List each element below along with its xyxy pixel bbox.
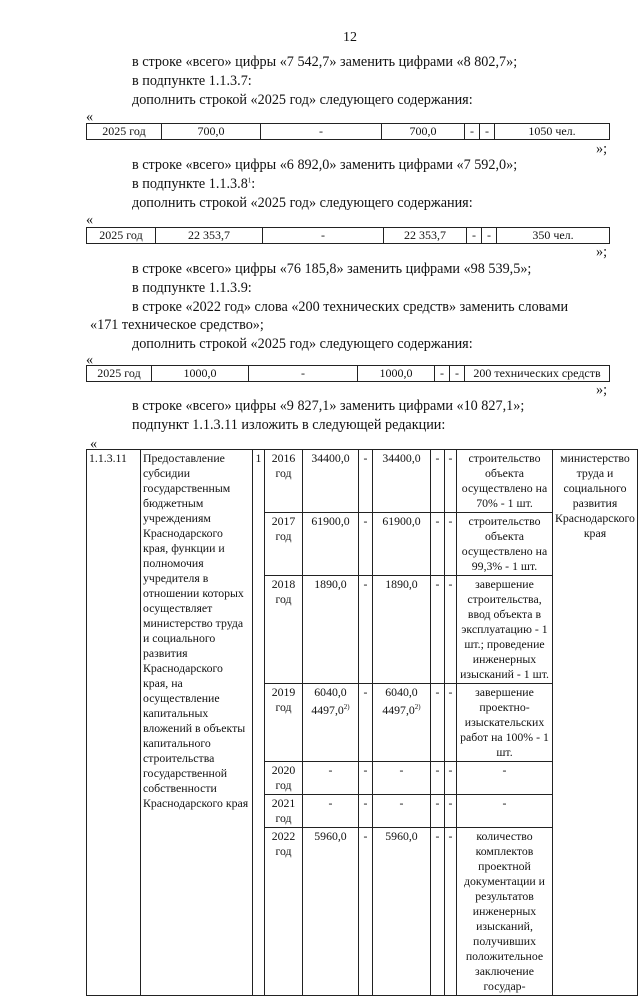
cell-federal: - xyxy=(359,450,373,513)
cell-regional: - xyxy=(373,762,431,795)
cell-other: - xyxy=(445,576,457,684)
cell-other: - xyxy=(482,228,497,243)
cell-local: - xyxy=(431,450,445,513)
quote-close-b: »; xyxy=(596,244,608,260)
para-9b: «171 техническое средство»; xyxy=(90,317,264,333)
cell-year: 2019 год xyxy=(265,684,303,762)
cell-federal: - xyxy=(359,513,373,576)
cell-num: 1 xyxy=(253,450,265,996)
cell-other: - xyxy=(445,513,457,576)
cell-federal: - xyxy=(263,228,384,243)
cell-result: завершение проектно-изыскательских работ на 100% - 1 шт. xyxy=(457,684,553,762)
cell-result: - xyxy=(457,762,553,795)
cell-local: - xyxy=(431,762,445,795)
cell-result: 350 чел. xyxy=(532,228,574,242)
row-2025-c xyxy=(86,365,610,382)
regional-value-b xyxy=(375,700,428,718)
total-value: 6040,0 xyxy=(314,685,347,699)
cell-total: 34400,0 xyxy=(303,450,359,513)
total-value-b xyxy=(305,700,356,718)
cell-regional: 1000,0 xyxy=(358,366,435,381)
cell-federal: - xyxy=(249,366,358,381)
cell-total: 61900,0 xyxy=(303,513,359,576)
cell-year: 2016 год xyxy=(265,450,303,513)
cell-federal: - xyxy=(359,762,373,795)
para-5-text: в подпункте 1.1.3.8 xyxy=(132,176,248,192)
para-10: дополнить строкой «2025 год» следующего содержания: xyxy=(132,336,473,352)
quote-open-b: « xyxy=(86,212,94,228)
cell-regional: 700,0 xyxy=(382,124,465,139)
para-3: дополнить строкой «2025 год» следующего содержания: xyxy=(132,92,473,108)
para-5-sup: 1 xyxy=(247,176,252,185)
cell-regional xyxy=(373,684,431,762)
subitem-table xyxy=(86,449,638,996)
cell-federal: - xyxy=(359,795,373,828)
para-12: подпункт 1.1.3.11 изложить в следующей редакции: xyxy=(132,417,446,433)
cell-local: - xyxy=(465,124,480,139)
cell-result: строительство объекта осуществлено на 70% - 1 шт. xyxy=(457,450,553,513)
cell-regional: 34400,0 xyxy=(373,450,431,513)
cell-result: строительство объекта осуществлено на 99,3% - 1 шт. xyxy=(457,513,553,576)
cell-name: Предоставление субсидии государственным бюджетным учреждениям Краснодарского края, функции и полномочия учредителя в отношении которых осуществляет министерство труда и социального развития Краснодарского края, на осуществление капитальных вложений в объекты капитального строительства государственной собственности Краснодарского края xyxy=(141,450,253,996)
cell-local: - xyxy=(431,684,445,762)
quote-open-c: « xyxy=(86,352,94,368)
quote-open-d: « xyxy=(90,436,98,452)
cell-other: - xyxy=(450,366,465,381)
cell-result: 200 технических средств xyxy=(473,366,601,380)
cell-total: 5960,0 xyxy=(303,828,359,996)
cell-executor: министерство труда и социального развития Краснодарского края xyxy=(553,450,638,996)
cell-other: - xyxy=(445,828,457,996)
cell-local: - xyxy=(431,513,445,576)
row-2025-b xyxy=(86,227,610,244)
cell-local: - xyxy=(431,828,445,996)
cell-regional: 5960,0 xyxy=(373,828,431,996)
regional-value-b-text: 4497,0 xyxy=(382,702,415,717)
cell-regional: - xyxy=(373,795,431,828)
cell-other: - xyxy=(480,124,495,139)
cell-year: 2025 год xyxy=(87,228,156,243)
cell-regional: 1890,0 xyxy=(373,576,431,684)
cell-year: 2025 год xyxy=(87,366,152,381)
cell-code: 1.1.3.11 xyxy=(87,450,141,996)
footnote-mark: 2) xyxy=(414,703,421,711)
para-7: в строке «всего» цифры «76 185,8» заменить цифрами «98 539,5»; xyxy=(132,261,532,277)
cell-year: 2021 год xyxy=(265,795,303,828)
cell-total: - xyxy=(303,762,359,795)
row-2025-a xyxy=(86,123,610,140)
cell-year: 2017 год xyxy=(265,513,303,576)
cell-local: - xyxy=(435,366,450,381)
cell-year: 2018 год xyxy=(265,576,303,684)
cell-result: количество комплектов проектной документации и результатов инженерных изысканий, получивших положительное заключение государ- xyxy=(457,828,553,996)
table-row xyxy=(87,450,638,513)
cell-other: - xyxy=(445,762,457,795)
cell-result: 1050 чел. xyxy=(528,124,576,138)
cell-federal: - xyxy=(359,576,373,684)
quote-close-c: »; xyxy=(596,382,608,398)
para-8: в подпункте 1.1.3.9: xyxy=(132,280,252,296)
para-2: в подпункте 1.1.3.7: xyxy=(132,73,252,89)
cell-local: - xyxy=(467,228,482,243)
cell-total: 1000,0 xyxy=(152,366,249,381)
footnote-mark: 2) xyxy=(343,703,350,711)
cell-federal: - xyxy=(261,124,382,139)
cell-result: завершение строительства, ввод объекта в эксплуатацию - 1 шт.; проведение инженерных изысканий - 1 шт. xyxy=(457,576,553,684)
para-5 xyxy=(132,176,255,193)
cell-total: - xyxy=(303,795,359,828)
para-4: в строке «всего» цифры «6 892,0» заменить цифрами «7 592,0»; xyxy=(132,157,518,173)
cell-other: - xyxy=(445,795,457,828)
para-9a: в строке «2022 год» слова «200 технических средств» заменить словами xyxy=(132,299,569,315)
page-number: 12 xyxy=(343,30,357,45)
para-5-end: : xyxy=(251,176,256,192)
cell-result: - xyxy=(457,795,553,828)
cell-other: - xyxy=(445,684,457,762)
cell-regional: 61900,0 xyxy=(373,513,431,576)
cell-federal: - xyxy=(359,828,373,996)
cell-other: - xyxy=(445,450,457,513)
cell-year: 2020 год xyxy=(265,762,303,795)
cell-total: 1890,0 xyxy=(303,576,359,684)
cell-total: 22 353,7 xyxy=(156,228,263,243)
cell-federal: - xyxy=(359,684,373,762)
quote-close-a: »; xyxy=(596,141,608,157)
cell-total xyxy=(303,684,359,762)
cell-local: - xyxy=(431,576,445,684)
regional-value: 6040,0 xyxy=(385,685,418,699)
para-11: в строке «всего» цифры «9 827,1» заменить цифрами «10 827,1»; xyxy=(132,398,525,414)
cell-year: 2022 год xyxy=(265,828,303,996)
para-1: в строке «всего» цифры «7 542,7» заменить цифрами «8 802,7»; xyxy=(132,54,518,70)
para-6: дополнить строкой «2025 год» следующего содержания: xyxy=(132,195,473,211)
cell-year: 2025 год xyxy=(87,124,162,139)
cell-local: - xyxy=(431,795,445,828)
cell-regional: 22 353,7 xyxy=(384,228,467,243)
quote-open-a: « xyxy=(86,109,94,125)
cell-total: 700,0 xyxy=(162,124,261,139)
total-value-b-text: 4497,0 xyxy=(311,702,344,717)
